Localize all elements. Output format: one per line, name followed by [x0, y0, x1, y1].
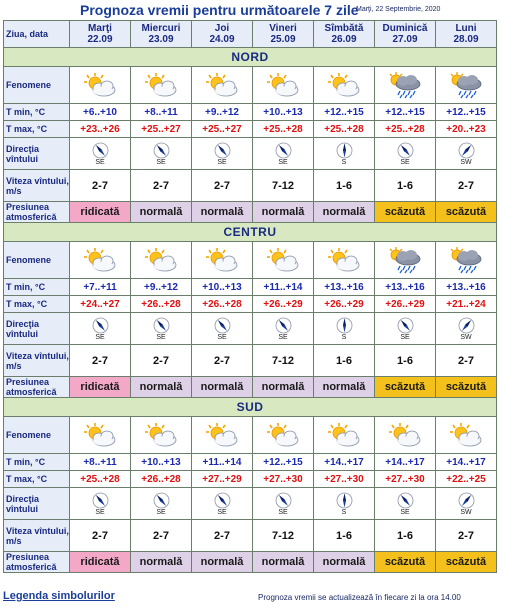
day-date: 26.09 [331, 34, 357, 45]
wind-compass-icon [336, 142, 353, 159]
wind-speed-cell: 2-7 [70, 520, 131, 552]
wind-direction-cell [436, 488, 497, 520]
phenomena-cell [375, 67, 436, 104]
wind-compass-icon [214, 317, 231, 334]
tmin-cell: +12..+15 [375, 104, 436, 121]
wind-direction-text: SE [156, 509, 166, 516]
pressure-badge: scăzută [375, 377, 436, 398]
sun-cloud-icon [143, 246, 179, 274]
pressure-badge: normală [131, 377, 192, 398]
wind-direction-cell [70, 313, 131, 345]
wind-speed-cell: 1-6 [375, 520, 436, 552]
wind-direction-cell [375, 138, 436, 170]
page-title: Prognoza vremii pentru următoarele 7 zile [80, 2, 359, 18]
wind-direction-text: SE [95, 509, 105, 516]
wind-direction-cell [436, 313, 497, 345]
wind-direction-text: SE [156, 334, 166, 341]
wind-direction-cell [314, 488, 375, 520]
sun-cloud-icon [82, 71, 118, 99]
wind-speed-cell: 2-7 [436, 170, 497, 202]
sun-cloud-icon [326, 421, 362, 449]
tmin-cell: +9..+12 [192, 104, 253, 121]
day-date: 25.09 [270, 34, 296, 45]
zone-title: SUD [4, 398, 497, 417]
tmin-cell: +13..+16 [375, 279, 436, 296]
wind-compass-icon [214, 492, 231, 509]
wind-direction-label: Direcţia vîntului [4, 138, 70, 170]
sun-cloud-icon [204, 421, 240, 449]
pressure-badge: ridicată [70, 552, 131, 573]
wind-speed-cell: 2-7 [70, 170, 131, 202]
wind-direction-cell [436, 138, 497, 170]
wind-direction-text: SE [400, 159, 410, 166]
tmin-cell: +12..+15 [436, 104, 497, 121]
phenomena-cell [253, 242, 314, 279]
phenomena-cell [131, 417, 192, 454]
pressure-row [4, 377, 497, 398]
zone-title: NORD [4, 48, 497, 67]
wind-speed-label: Viteza vîntului, m/s [4, 345, 70, 377]
wind-speed-cell: 2-7 [70, 345, 131, 377]
zone-title: CENTRU [4, 223, 497, 242]
day-header [436, 21, 497, 48]
sun-cloud-icon [326, 71, 362, 99]
tmax-row [4, 471, 497, 488]
phenomena-cell [436, 242, 497, 279]
tmin-row [4, 104, 497, 121]
wind-compass-icon [275, 492, 292, 509]
wind-direction-text: S [341, 159, 347, 166]
pressure-badge: scăzută [436, 202, 497, 223]
tmax-cell: +25..+27 [131, 121, 192, 138]
wind-direction-cell [375, 488, 436, 520]
rain-cloud-icon [387, 246, 423, 274]
pressure-badge: normală [314, 552, 375, 573]
day-name: Joi [214, 23, 230, 34]
wind-speed-cell: 2-7 [436, 520, 497, 552]
tmin-cell: +6..+10 [70, 104, 131, 121]
wind-speed-row [4, 170, 497, 202]
wind-direction-row [4, 488, 497, 520]
sun-cloud-icon [143, 71, 179, 99]
pressure-badge: normală [192, 552, 253, 573]
day-date: 22.09 [87, 34, 113, 45]
wind-speed-cell: 7-12 [253, 345, 314, 377]
tmin-cell: +10..+13 [192, 279, 253, 296]
wind-direction-text: SE [400, 334, 410, 341]
wind-direction-label: Direcţia vîntului [4, 313, 70, 345]
wind-direction-cell [253, 488, 314, 520]
wind-direction-text: SW [460, 509, 472, 516]
tmax-cell: +24..+27 [70, 296, 131, 313]
phenomena-row [4, 67, 497, 104]
wind-direction-text: SE [278, 334, 288, 341]
tmax-cell: +25..+28 [314, 121, 375, 138]
tmin-cell: +14..+17 [314, 454, 375, 471]
phenomena-cell [253, 67, 314, 104]
tmax-cell: +27..+29 [192, 471, 253, 488]
zone-row [4, 223, 497, 242]
wind-direction-cell [253, 313, 314, 345]
tmin-cell: +8..+11 [70, 454, 131, 471]
wind-direction-cell [192, 488, 253, 520]
pressure-badge: scăzută [375, 202, 436, 223]
wind-speed-cell: 2-7 [131, 345, 192, 377]
wind-direction-cell [131, 488, 192, 520]
pressure-badge: normală [253, 377, 314, 398]
day-name: Vineri [269, 23, 297, 34]
wind-compass-icon [92, 142, 109, 159]
phenomena-cell [70, 242, 131, 279]
phenomena-cell [192, 67, 253, 104]
tmin-row [4, 279, 497, 296]
sun-cloud-icon [265, 246, 301, 274]
day-header-row [4, 21, 497, 48]
tmax-row [4, 121, 497, 138]
phenomena-cell [131, 242, 192, 279]
wind-compass-icon [275, 142, 292, 159]
tmin-cell: +11..+14 [253, 279, 314, 296]
wind-speed-cell: 7-12 [253, 170, 314, 202]
phenomena-cell [375, 417, 436, 454]
wind-direction-text: SW [460, 334, 472, 341]
wind-direction-cell [314, 138, 375, 170]
sun-cloud-icon [204, 246, 240, 274]
pressure-badge: normală [192, 377, 253, 398]
wind-compass-icon [336, 317, 353, 334]
tmin-cell: +8..+11 [131, 104, 192, 121]
phenomena-label: Fenomene [4, 417, 70, 454]
day-date: 23.09 [148, 34, 174, 45]
phenomena-label: Fenomene [4, 67, 70, 104]
tmax-cell: +25..+27 [192, 121, 253, 138]
tmax-cell: +27..+30 [375, 471, 436, 488]
tmin-cell: +10..+13 [253, 104, 314, 121]
wind-speed-label: Viteza vîntului, m/s [4, 170, 70, 202]
tmax-cell: +27..+30 [314, 471, 375, 488]
sun-cloud-icon [265, 421, 301, 449]
wind-direction-text: SE [95, 159, 105, 166]
phenomena-row [4, 242, 497, 279]
wind-direction-text: SE [400, 509, 410, 516]
phenomena-cell [192, 417, 253, 454]
day-header [192, 21, 253, 48]
tmax-label: T max, °C [4, 471, 70, 488]
sun-cloud-icon [82, 421, 118, 449]
wind-direction-text: SE [156, 159, 166, 166]
wind-direction-cell [192, 313, 253, 345]
tmax-cell: +25..+28 [70, 471, 131, 488]
tmax-cell: +26..+28 [131, 471, 192, 488]
day-name: Sîmbătă [324, 23, 364, 34]
wind-direction-text: S [341, 334, 347, 341]
pressure-label: Presiunea atmosferică [4, 377, 70, 398]
tmin-cell: +9..+12 [131, 279, 192, 296]
zone-row [4, 398, 497, 417]
day-name: Marţi [88, 23, 112, 34]
wind-direction-text: SE [278, 509, 288, 516]
wind-speed-cell: 2-7 [131, 170, 192, 202]
wind-direction-text: SE [95, 334, 105, 341]
day-header [131, 21, 192, 48]
wind-direction-text: SW [460, 159, 472, 166]
wind-compass-icon [92, 317, 109, 334]
tmin-cell: +13..+16 [314, 279, 375, 296]
pressure-badge: normală [192, 202, 253, 223]
pressure-badge: normală [131, 202, 192, 223]
wind-compass-icon [153, 142, 170, 159]
tmax-cell: +26..+28 [192, 296, 253, 313]
sun-cloud-icon [326, 246, 362, 274]
tmin-label: T min, °C [4, 104, 70, 121]
tmax-cell: +21..+24 [436, 296, 497, 313]
phenomena-cell [314, 242, 375, 279]
day-name: Miercuri [141, 23, 181, 34]
tmax-row [4, 296, 497, 313]
wind-direction-label: Direcţia vîntului [4, 488, 70, 520]
pressure-label: Presiunea atmosferică [4, 552, 70, 573]
wind-direction-text: SE [217, 509, 227, 516]
sun-cloud-icon [204, 71, 240, 99]
wind-direction-cell [70, 488, 131, 520]
tmax-cell: +27..+30 [253, 471, 314, 488]
pressure-badge: scăzută [436, 377, 497, 398]
wind-compass-icon [153, 317, 170, 334]
tmin-cell: +10..+13 [131, 454, 192, 471]
wind-speed-row [4, 520, 497, 552]
forecast-date: Marţi, 22 Septembrie, 2020 [356, 6, 441, 13]
wind-direction-cell [70, 138, 131, 170]
pressure-label: Presiunea atmosferică [4, 202, 70, 223]
rain-cloud-icon [448, 246, 484, 274]
phenomena-cell [375, 242, 436, 279]
day-header [70, 21, 131, 48]
wind-compass-icon [397, 317, 414, 334]
tmax-label: T max, °C [4, 296, 70, 313]
wind-compass-icon [153, 492, 170, 509]
sun-cloud-icon [143, 421, 179, 449]
tmax-label: T max, °C [4, 121, 70, 138]
wind-speed-cell: 2-7 [436, 345, 497, 377]
tmax-cell: +26..+28 [131, 296, 192, 313]
phenomena-cell [253, 417, 314, 454]
sun-cloud-icon [265, 71, 301, 99]
wind-speed-cell: 2-7 [192, 345, 253, 377]
tmax-cell: +26..+29 [253, 296, 314, 313]
tmin-cell: +14..+17 [375, 454, 436, 471]
wind-speed-cell: 1-6 [314, 345, 375, 377]
wind-direction-cell [375, 313, 436, 345]
legend-link[interactable]: Legenda simbolurilor [3, 590, 115, 602]
pressure-badge: normală [314, 377, 375, 398]
phenomena-cell [70, 67, 131, 104]
tmin-cell: +12..+15 [253, 454, 314, 471]
phenomena-row [4, 417, 497, 454]
phenomena-cell [436, 417, 497, 454]
wind-direction-row [4, 138, 497, 170]
tmax-cell: +25..+28 [253, 121, 314, 138]
tmin-row [4, 454, 497, 471]
tmax-cell: +26..+29 [375, 296, 436, 313]
pressure-badge: normală [253, 202, 314, 223]
sun-cloud-icon [387, 421, 423, 449]
wind-speed-cell: 1-6 [314, 170, 375, 202]
day-date: 24.09 [209, 34, 235, 45]
tmin-cell: +7..+11 [70, 279, 131, 296]
tmax-cell: +22..+25 [436, 471, 497, 488]
wind-direction-cell [131, 313, 192, 345]
pressure-badge: scăzută [375, 552, 436, 573]
wind-direction-cell [314, 313, 375, 345]
wind-speed-cell: 2-7 [131, 520, 192, 552]
wind-speed-cell: 1-6 [375, 345, 436, 377]
phenomena-label: Fenomene [4, 242, 70, 279]
pressure-badge: ridicată [70, 202, 131, 223]
tmax-cell: +20..+23 [436, 121, 497, 138]
wind-speed-row [4, 345, 497, 377]
pressure-badge: normală [253, 552, 314, 573]
day-header [253, 21, 314, 48]
day-date: 27.09 [392, 34, 418, 45]
wind-direction-text: SE [217, 334, 227, 341]
update-note: Prognoza vremii se actualizează în fiecare zi la ora 14.00 [258, 593, 461, 602]
tmin-cell: +14..+17 [436, 454, 497, 471]
wind-speed-cell: 1-6 [375, 170, 436, 202]
tmin-label: T min, °C [4, 454, 70, 471]
tmax-cell: +23..+26 [70, 121, 131, 138]
rain-cloud-icon [448, 71, 484, 99]
forecast-table [3, 20, 497, 573]
day-name: Duminică [382, 23, 428, 34]
pressure-badge: normală [314, 202, 375, 223]
wind-speed-cell: 2-7 [192, 520, 253, 552]
wind-compass-icon [92, 492, 109, 509]
phenomena-cell [314, 67, 375, 104]
pressure-row [4, 202, 497, 223]
wind-speed-cell: 2-7 [192, 170, 253, 202]
wind-direction-cell [131, 138, 192, 170]
tmax-cell: +26..+29 [314, 296, 375, 313]
wind-speed-label: Viteza vîntului, m/s [4, 520, 70, 552]
phenomena-cell [70, 417, 131, 454]
wind-compass-icon [336, 492, 353, 509]
wind-direction-text: SE [217, 159, 227, 166]
wind-direction-cell [253, 138, 314, 170]
wind-compass-icon [458, 492, 475, 509]
wind-compass-icon [458, 142, 475, 159]
wind-speed-cell: 7-12 [253, 520, 314, 552]
sun-cloud-icon [448, 421, 484, 449]
pressure-row [4, 552, 497, 573]
pressure-badge: scăzută [436, 552, 497, 573]
zone-row [4, 48, 497, 67]
wind-compass-icon [275, 317, 292, 334]
day-header [375, 21, 436, 48]
wind-compass-icon [214, 142, 231, 159]
wind-compass-icon [397, 142, 414, 159]
phenomena-cell [314, 417, 375, 454]
phenomena-cell [131, 67, 192, 104]
tmin-cell: +11..+14 [192, 454, 253, 471]
wind-direction-text: S [341, 509, 347, 516]
page-header [0, 0, 515, 22]
phenomena-cell [192, 242, 253, 279]
sun-cloud-icon [82, 246, 118, 274]
wind-compass-icon [458, 317, 475, 334]
wind-direction-row [4, 313, 497, 345]
wind-compass-icon [397, 492, 414, 509]
day-date: 28.09 [453, 34, 479, 45]
pressure-badge: ridicată [70, 377, 131, 398]
corner-label: Ziua, data [4, 21, 70, 48]
wind-direction-text: SE [278, 159, 288, 166]
tmin-cell: +13..+16 [436, 279, 497, 296]
wind-speed-cell: 1-6 [314, 520, 375, 552]
phenomena-cell [436, 67, 497, 104]
tmax-cell: +25..+28 [375, 121, 436, 138]
tmin-cell: +12..+15 [314, 104, 375, 121]
pressure-badge: normală [131, 552, 192, 573]
day-name: Luni [455, 23, 477, 34]
tmin-label: T min, °C [4, 279, 70, 296]
rain-cloud-icon [387, 71, 423, 99]
day-header [314, 21, 375, 48]
wind-direction-cell [192, 138, 253, 170]
